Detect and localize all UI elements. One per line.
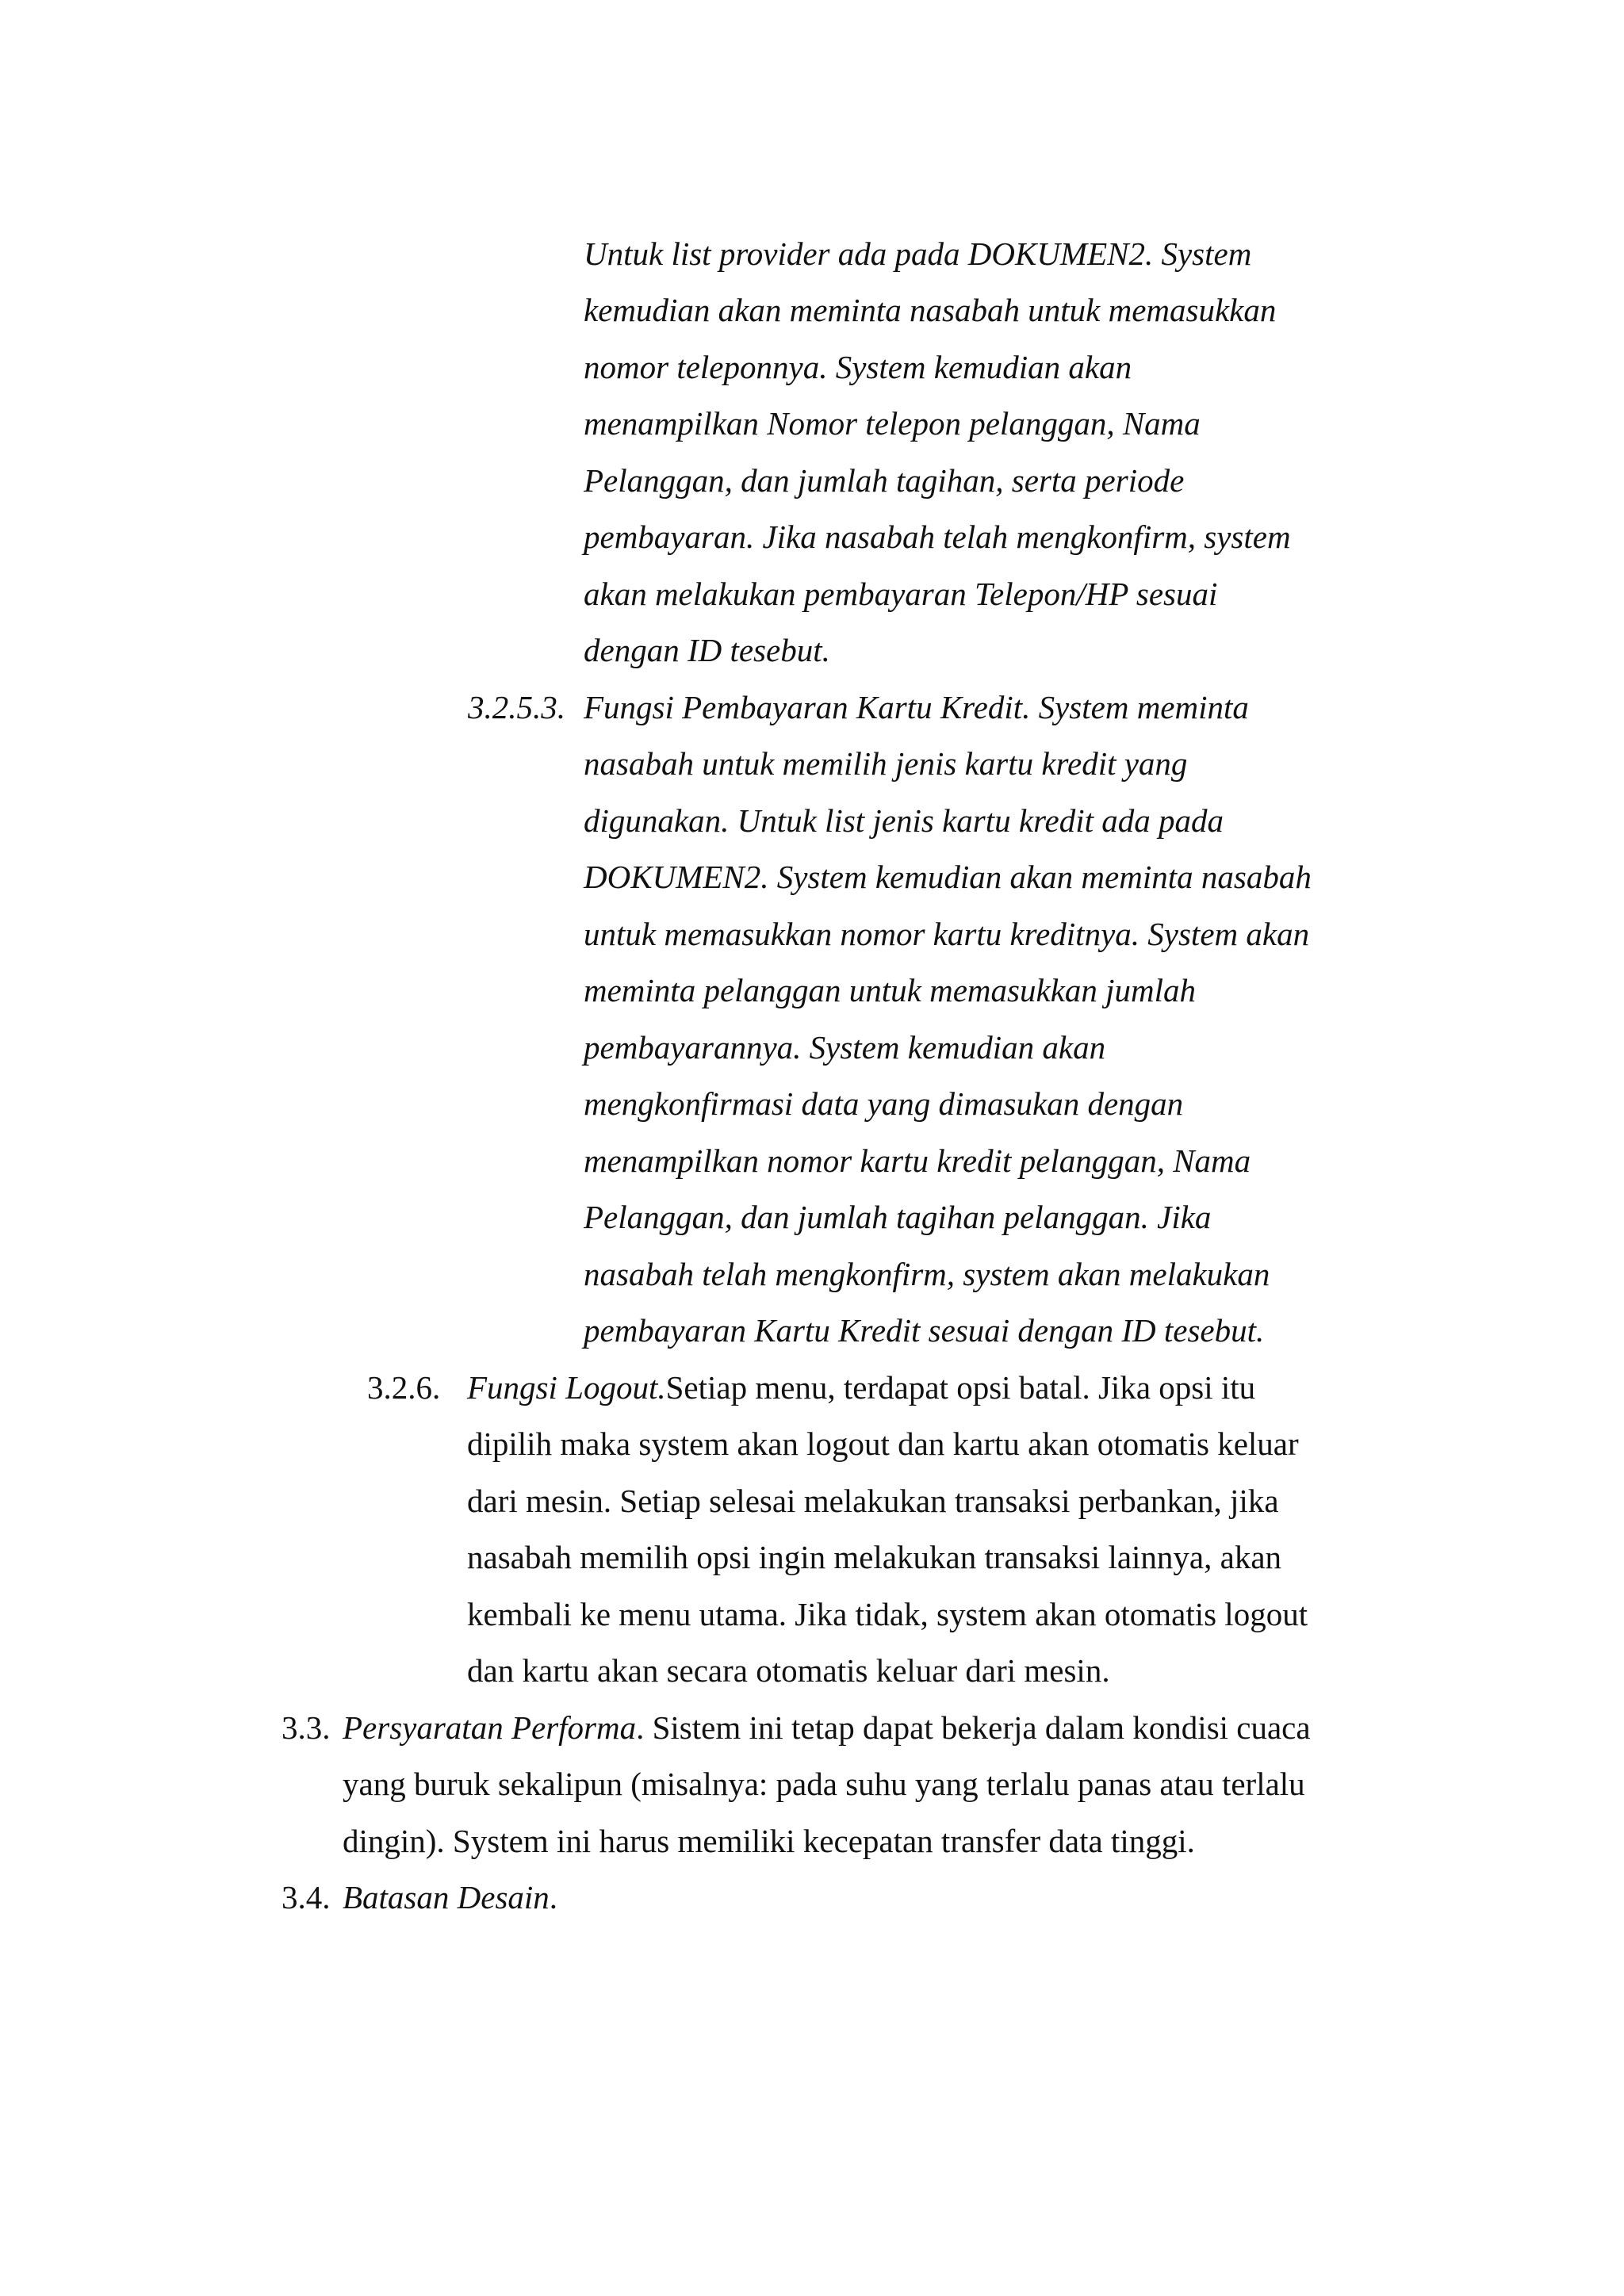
- paragraph-line: pembayarannya. System kemudian akan: [584, 1029, 1106, 1066]
- paragraph-line: nomor teleponnya. System kemudian akan: [584, 349, 1132, 385]
- paragraph-line: akan melakukan pembayaran Telepon/HP sesuai: [584, 576, 1218, 612]
- paragraph-line: Pelanggan, dan jumlah tagihan, serta periode: [584, 462, 1185, 499]
- paragraph-line: yang buruk sekalipun (misalnya: pada suhu yang terlalu panas atau terlalu: [343, 1766, 1305, 1802]
- section-number: 3.2.6.: [367, 1369, 441, 1406]
- paragraph-line: menampilkan Nomor telepon pelanggan, Nama: [584, 405, 1201, 442]
- paragraph-line: dipilih maka system akan logout dan kartu akan otomatis keluar: [467, 1425, 1299, 1462]
- section-number: 3.4.: [282, 1879, 331, 1915]
- section-title: Persyaratan Performa: [343, 1709, 637, 1746]
- paragraph-line: dan kartu akan secara otomatis keluar dari mesin.: [467, 1652, 1110, 1689]
- paragraph-line: kemudian akan meminta nasabah untuk memasukkan: [584, 292, 1277, 328]
- paragraph-line: dingin). System ini harus memiliki kecepatan transfer data tinggi.: [343, 1823, 1195, 1859]
- paragraph-line: [343, 1869, 557, 1927]
- paragraph-text: .: [549, 1879, 558, 1915]
- paragraph-line: dengan ID tesebut.: [584, 632, 830, 668]
- paragraph-line: Fungsi Pembayaran Kartu Kredit. System meminta: [584, 689, 1249, 725]
- paragraph-line: meminta pelanggan untuk memasukkan jumlah: [584, 972, 1197, 1008]
- paragraph-line: nasabah untuk memilih jenis kartu kredit yang: [584, 745, 1188, 782]
- paragraph-line: nasabah memilih opsi ingin melakukan transaksi lainnya, akan: [467, 1539, 1282, 1575]
- paragraph-text: . Sistem ini tetap dapat bekerja dalam kondisi cuaca: [636, 1709, 1311, 1746]
- paragraph-line: pembayaran Kartu Kredit sesuai dengan ID tesebut.: [584, 1312, 1265, 1349]
- section-title: Fungsi Logout.: [467, 1369, 666, 1406]
- paragraph-line: pembayaran. Jika nasabah telah mengkonfirm, system: [584, 519, 1291, 555]
- paragraph-line: menampilkan nomor kartu kredit pelanggan, Nama: [584, 1142, 1251, 1179]
- paragraph-line: nasabah telah mengkonfirm, system akan melakukan: [584, 1256, 1270, 1292]
- section-title: Batasan Desain: [343, 1879, 550, 1915]
- paragraph-line: untuk memasukkan nomor kartu kreditnya. System akan: [584, 916, 1310, 952]
- paragraph-line: Pelanggan, dan jumlah tagihan pelanggan. Jika: [584, 1199, 1212, 1235]
- section-number: 3.3.: [282, 1709, 331, 1746]
- section-number: 3.2.5.3.: [468, 689, 565, 725]
- paragraph-line: [467, 1360, 1255, 1417]
- paragraph-line: kembali ke menu utama. Jika tidak, system akan otomatis logout: [467, 1596, 1308, 1632]
- paragraph-line: mengkonfirmasi data yang dimasukan dengan: [584, 1085, 1184, 1122]
- paragraph-line: dari mesin. Setiap selesai melakukan transaksi perbankan, jika: [467, 1483, 1279, 1519]
- paragraph-line: Untuk list provider ada pada DOKUMEN2. System: [584, 235, 1252, 272]
- paragraph-text: Setiap menu, terdapat opsi batal. Jika opsi itu: [665, 1369, 1256, 1406]
- paragraph-line: digunakan. Untuk list jenis kartu kredit ada pada: [584, 802, 1224, 839]
- paragraph-line: [343, 1700, 1311, 1757]
- paragraph-line: DOKUMEN2. System kemudian akan meminta nasabah: [584, 859, 1312, 895]
